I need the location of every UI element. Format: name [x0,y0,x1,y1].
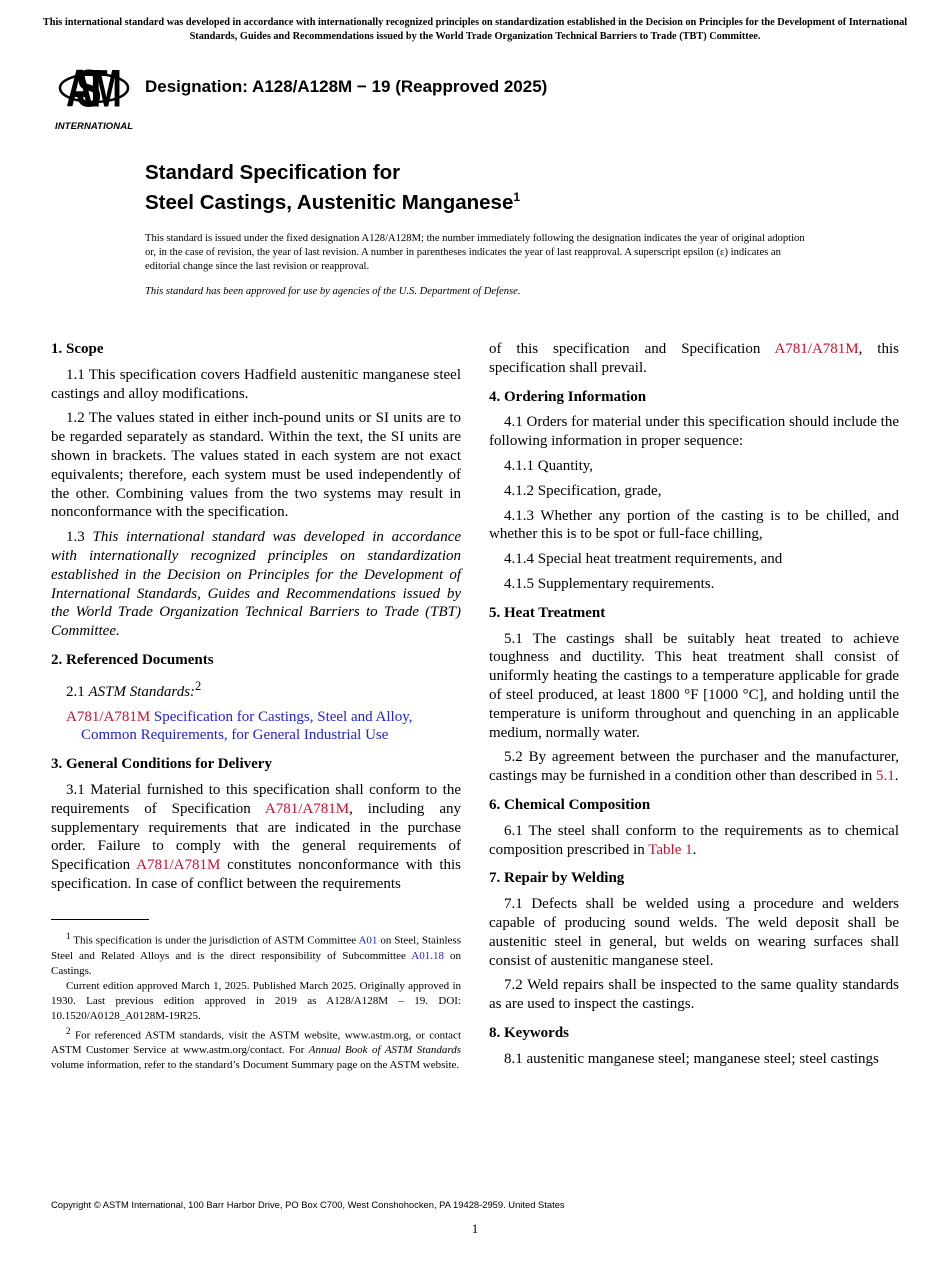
list-item: 4.1.5 Supplementary requirements. [504,575,715,592]
document-title [145,160,520,215]
paragraph [51,528,461,641]
spec-link[interactable]: A781/A781M [774,341,859,357]
section-heading: 1. Scope [51,341,104,357]
astm-logo [54,56,134,132]
text: This specification is under the jurisdiction of ASTM Committee [70,934,359,947]
section-heading: 5. Heat Treatment [489,604,606,621]
paragraph [489,748,899,786]
designation: Designation: A128/A128M − 19 (Reapproved 2025) [145,77,548,96]
reference-title-link[interactable]: Specification for Castings, Steel and Alloy, Common Requirements, for General Industrial Use [81,708,413,744]
paragraph [51,781,461,894]
paragraph-continued [489,340,899,378]
text: , including any supplementary requirements that are indicated in the purchase order. Failure to comply with the general requirements of Specification [51,800,462,874]
paragraph-number: 2.1 [66,683,89,700]
text: 5.2 By agreement between the purchaser and the manufacturer, castings may be furnished in a condition other than described in [489,749,899,785]
reference-entry [51,708,461,746]
text: Annual Book of ASTM Standards [308,1044,461,1057]
footnote-mark: 1 [66,931,71,941]
intro-note: This standard is issued under the fixed designation A128/A128M; the number immediately following the designation indicates the year of original adoption or, in the case of revision, the year of last revision. A number in parentheses indicates the year of last reapproval. A superscript epsilon (ε) indicates an editorial change since the last revision or reapproval. [145,233,805,273]
footnote-2 [51,1024,461,1074]
paragraph-text: ASTM Standards: [88,683,196,700]
paragraph: 8.1 austenitic manganese steel; manganese steel; steel castings [504,1050,879,1067]
text: on Steel, Stainless Steel and Related Alloys and is the direct responsibility of Subcommittee [51,934,461,962]
paragraph [489,822,899,860]
copyright: Copyright © ASTM International, 100 Barr Harbor Drive, PO Box C700, West Conshohocken, PA 19428-2959. United States [51,1199,565,1210]
subcommittee-link[interactable]: A01.18 [411,949,444,962]
text: . [692,841,697,858]
section-heading: 8. Keywords [489,1024,569,1041]
paragraph: 4.1 Orders for material under this specification should include the following information in proper sequence: [489,414,899,450]
list-item: 4.1.3 Whether any portion of the casting is to be chilled, and whether this is to be spot or full-face chilling, [489,507,899,543]
paragraph [51,677,461,702]
svg-text:INTERNATIONAL: INTERNATIONAL [55,121,133,132]
left-column [51,340,461,900]
spec-link[interactable]: A781/A781M [264,800,350,817]
reference-code-link[interactable]: A781/A781M [66,708,151,725]
paragraph: 7.2 Weld repairs shall be inspected to the same quality standards as are used to inspect the castings. [489,977,899,1013]
text: on Castings. [51,949,462,977]
svg-text:ASTM: ASTM [66,58,122,118]
paragraph: 7.1 Defects shall be welded using a procedure and welders capable of producing sound welds. The weld deposit shall be austenitic steel in general, but welds on wearing surfaces shall consist of austenitic manganese steel. [489,896,899,969]
text: volume information, refer to the standard’s Document Summary page on the ASTM website. [51,1059,460,1072]
title-line-1: Standard Specification for [145,161,401,184]
title-line-2: Steel Castings, Austenitic Manganese [145,190,514,214]
spec-link[interactable]: A781/A781M [136,857,221,874]
table-link[interactable]: Table 1 [648,841,693,858]
list-item: 4.1.4 Special heat treatment requirements, and [504,551,783,568]
right-column [489,340,899,1075]
footnote-mark[interactable]: 1 [513,190,521,204]
section-heading: 6. Chemical Composition [489,796,651,813]
section-heading: 2. Referenced Documents [51,651,214,668]
dod-note: This standard has been approved for use by agencies of the U.S. Department of Defense. [145,286,521,297]
text: For referenced ASTM standards, visit the ASTM website, www.astm.org, or contact ASTM Customer Service at www.astm.org/contact. For [51,1029,461,1057]
paragraph-number: 1.3 [66,529,93,546]
edition-note: Current edition approved March 1, 2025. Published March 2025. Originally approved in 1930. Last previous edition approved in 2019 as A128/A128M – 19. DOI: 10.1520/A0128_A0128M-19R25. [51,979,461,1022]
text: . [894,768,899,785]
section-heading: 3. General Conditions for Delivery [51,756,272,773]
paragraph: 1.1 This specification covers Hadfield austenitic manganese steel castings and alloy modifications. [51,366,461,402]
footnote-mark[interactable]: 2 [195,678,202,693]
text: 6.1 The steel shall conform to the requirements as to chemical composition prescribed in [489,822,899,858]
page-number: 1 [471,1221,479,1236]
list-item: 4.1.1 Quantity, [504,457,594,474]
text: , this specification shall prevail. [489,341,899,376]
list-item: 4.1.2 Specification, grade, [504,482,662,499]
paragraph-text: This international standard was developed in accordance with internationally recognized principles on standardization established in the Decision on Principles for the Development of International Standards, Guides and Recommendations issued by the World Trade Organization Technical Barriers to Trade (TBT) Committee. [51,529,462,640]
footnote-mark: 2 [66,1025,71,1036]
section-heading: 4. Ordering Information [489,388,647,405]
text: constitutes nonconformance with this specification. In case of conflict between the requirements [51,857,461,892]
paragraph: 5.1 The castings shall be suitably heat treated to achieve toughness and ductility. This heat treatment shall consist of uniformly heating the castings to a temperature applicable for grade of steel produced, at least 1800 °F [1000 °C], and holding until the temperature is uniform throughout and quenching in an applicable medium, normally water. [489,630,899,741]
text: 3.1 Material furnished to this specification shall conform to the requirements of Specification [51,781,461,817]
footnote-divider [51,919,149,920]
section-link[interactable]: 5.1 [875,768,895,785]
footnotes [51,929,461,1073]
committee-link[interactable]: A01 [358,934,378,947]
tbt-notice: This international standard was developed in accordance with internationally recognized principles on standardization established in the Decision on Principles for the Development of International Standards, Guides and Recommendations issued by the World Trade Organization Technical Barriers to Trade (TBT) Committee. [42,17,908,42]
text: of this specification and Specification [489,341,775,357]
footnote-1 [51,929,461,979]
section-heading: 7. Repair by Welding [489,870,625,887]
paragraph: 1.2 The values stated in either inch-pound units or SI units are to be regarded separately as standard. Within the text, the SI units are shown in brackets. The values stated in each system are not exact equivalents; therefore, each system must be used independently of the other. Combining values from the two systems may result in nonconformance with the specification. [51,410,461,521]
